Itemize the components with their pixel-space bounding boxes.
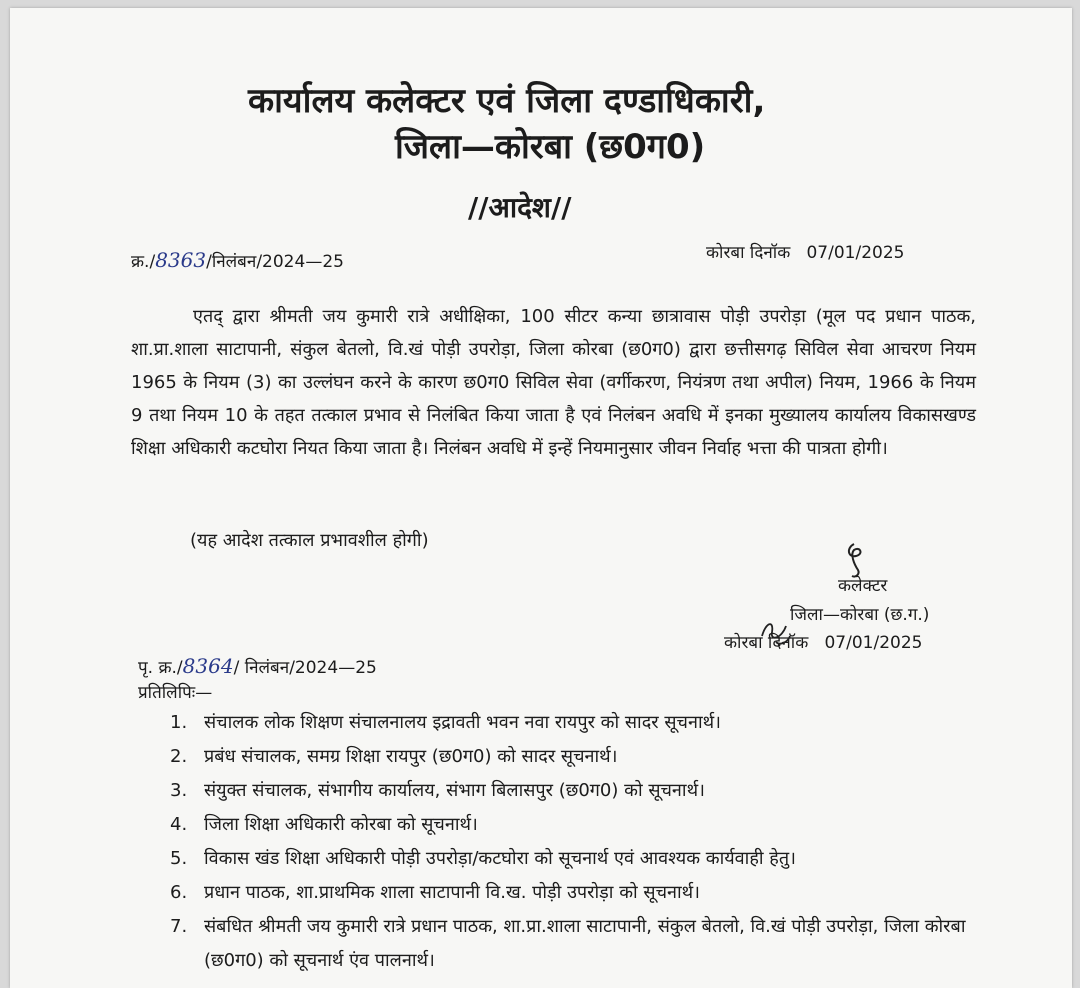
list-item-number: 6. — [170, 882, 188, 903]
reference-suffix: /निलंबन/2024—25 — [206, 252, 344, 272]
signature-date-label: कोरबा दिनॉक — [724, 633, 809, 653]
list-item-number: 4. — [170, 814, 188, 835]
list-item — [170, 774, 990, 808]
list-item-text: संबधित श्रीमती जय कुमारी रात्रे प्रधान पाठक, शा.प्रा.शाला साटापानी, संकुल बेतलो, वि.खं पोड़ी उपरोड़ा, जिला कोरबा (छ0ग0) को सूचनार्थ एंव पालनार्थ। — [204, 916, 966, 971]
list-item-number: 7. — [170, 916, 188, 937]
copy-reference-number-handwritten: 8364 — [182, 654, 234, 678]
list-item-number: 2. — [170, 746, 188, 767]
list-item — [170, 842, 990, 876]
order-reference — [131, 248, 344, 272]
order-date — [706, 240, 904, 263]
list-item-text: प्रबंध संचालक, समग्र शिक्षा रायपुर (छ0ग0) को सादर सूचनार्थ। — [204, 746, 618, 767]
office-heading-line1: कार्यालय कलेक्टर एवं जिला दण्डाधिकारी, — [248, 81, 766, 121]
list-item — [170, 740, 990, 774]
copy-reference-prefix: पृ. क्र./ — [138, 658, 183, 678]
list-item-text: संचालक लोक शिक्षण संचालनालय इद्रावती भवन नवा रायपुर को सादर सूचनार्थ। — [204, 712, 721, 733]
reference-prefix: क्र./ — [131, 252, 156, 272]
list-item — [170, 808, 990, 842]
office-heading-line2: जिला—कोरबा (छ0ग0) — [395, 127, 706, 167]
list-item-number: 1. — [170, 712, 188, 733]
date-value: 07/01/2025 — [806, 243, 905, 263]
list-item — [170, 910, 990, 978]
signatory-designation: कलेक्टर — [838, 576, 888, 596]
list-item-number: 5. — [170, 848, 188, 869]
copy-label: प्रतिलिपिः— — [138, 683, 213, 703]
signature-date-value: 07/01/2025 — [824, 633, 923, 653]
copy-reference-suffix: / निलंबन/2024—25 — [233, 658, 377, 678]
list-item-number: 3. — [170, 780, 188, 801]
effect-note: (यह आदेश तत्काल प्रभावशील होगी) — [190, 530, 429, 551]
list-item-text: प्रधान पाठक, शा.प्राथमिक शाला साटापानी वि.ख. पोड़ी उपरोड़ा को सूचनार्थ। — [204, 882, 700, 903]
signatory-district: जिला—कोरबा (छ.ग.) — [790, 605, 930, 625]
reference-number-handwritten: 8363 — [155, 248, 207, 272]
signature-date — [724, 630, 922, 653]
order-title: //आदेश// — [468, 191, 572, 224]
list-item — [170, 706, 990, 740]
copy-reference — [138, 654, 377, 678]
copy-recipients-list — [170, 706, 990, 978]
order-body-paragraph: एतद् द्वारा श्रीमती जय कुमारी रात्रे अधीक्षिका, 100 सीटर कन्या छात्रावास पोड़ी उपरोड़ा (मूल पद प्रधान पाठक, शा.प्रा.शाला साटापानी, संकुल बेतलो, वि.खं पोड़ी उपरोड़ा, जिला कोरबा (छ0ग0) द्वारा छत्तीसगढ़ सिविल सेवा आचरण नियम 1965 के नियम (3) का उल्लंघन करने के कारण छ0ग0 सिविल सेवा (वर्गीकरण, नियंत्रण तथा अपील) नियम, 1966 के नियम 9 तथा नियम 10 के तहत तत्काल प्रभाव से निलंबित किया जाता है एवं निलंबन अवधि में इनका मुख्यालय कार्यालय विकासखण्ड शिक्षा अधिकारी कटघोरा नियत किया जाता है। निलंबन अवधि में इन्हें नियमानुसार जीवन निर्वाह भत्ता की पात्रता होगी। — [131, 306, 976, 459]
initials-mark — [756, 612, 796, 648]
list-item-text: जिला शिक्षा अधिकारी कोरबा को सूचनार्थ। — [204, 814, 478, 835]
list-item-text: संयुक्त संचालक, संभागीय कार्यालय, संभाग बिलासपुर (छ0ग0) को सूचनार्थ। — [204, 780, 705, 801]
list-item-text: विकास खंड शिक्षा अधिकारी पोड़ी उपरोड़ा/कटघोरा को सूचनार्थ एवं आवश्यक कार्यवाही हेतु। — [204, 848, 796, 869]
list-item — [170, 876, 990, 910]
date-label: कोरबा दिनॉक — [706, 243, 791, 263]
